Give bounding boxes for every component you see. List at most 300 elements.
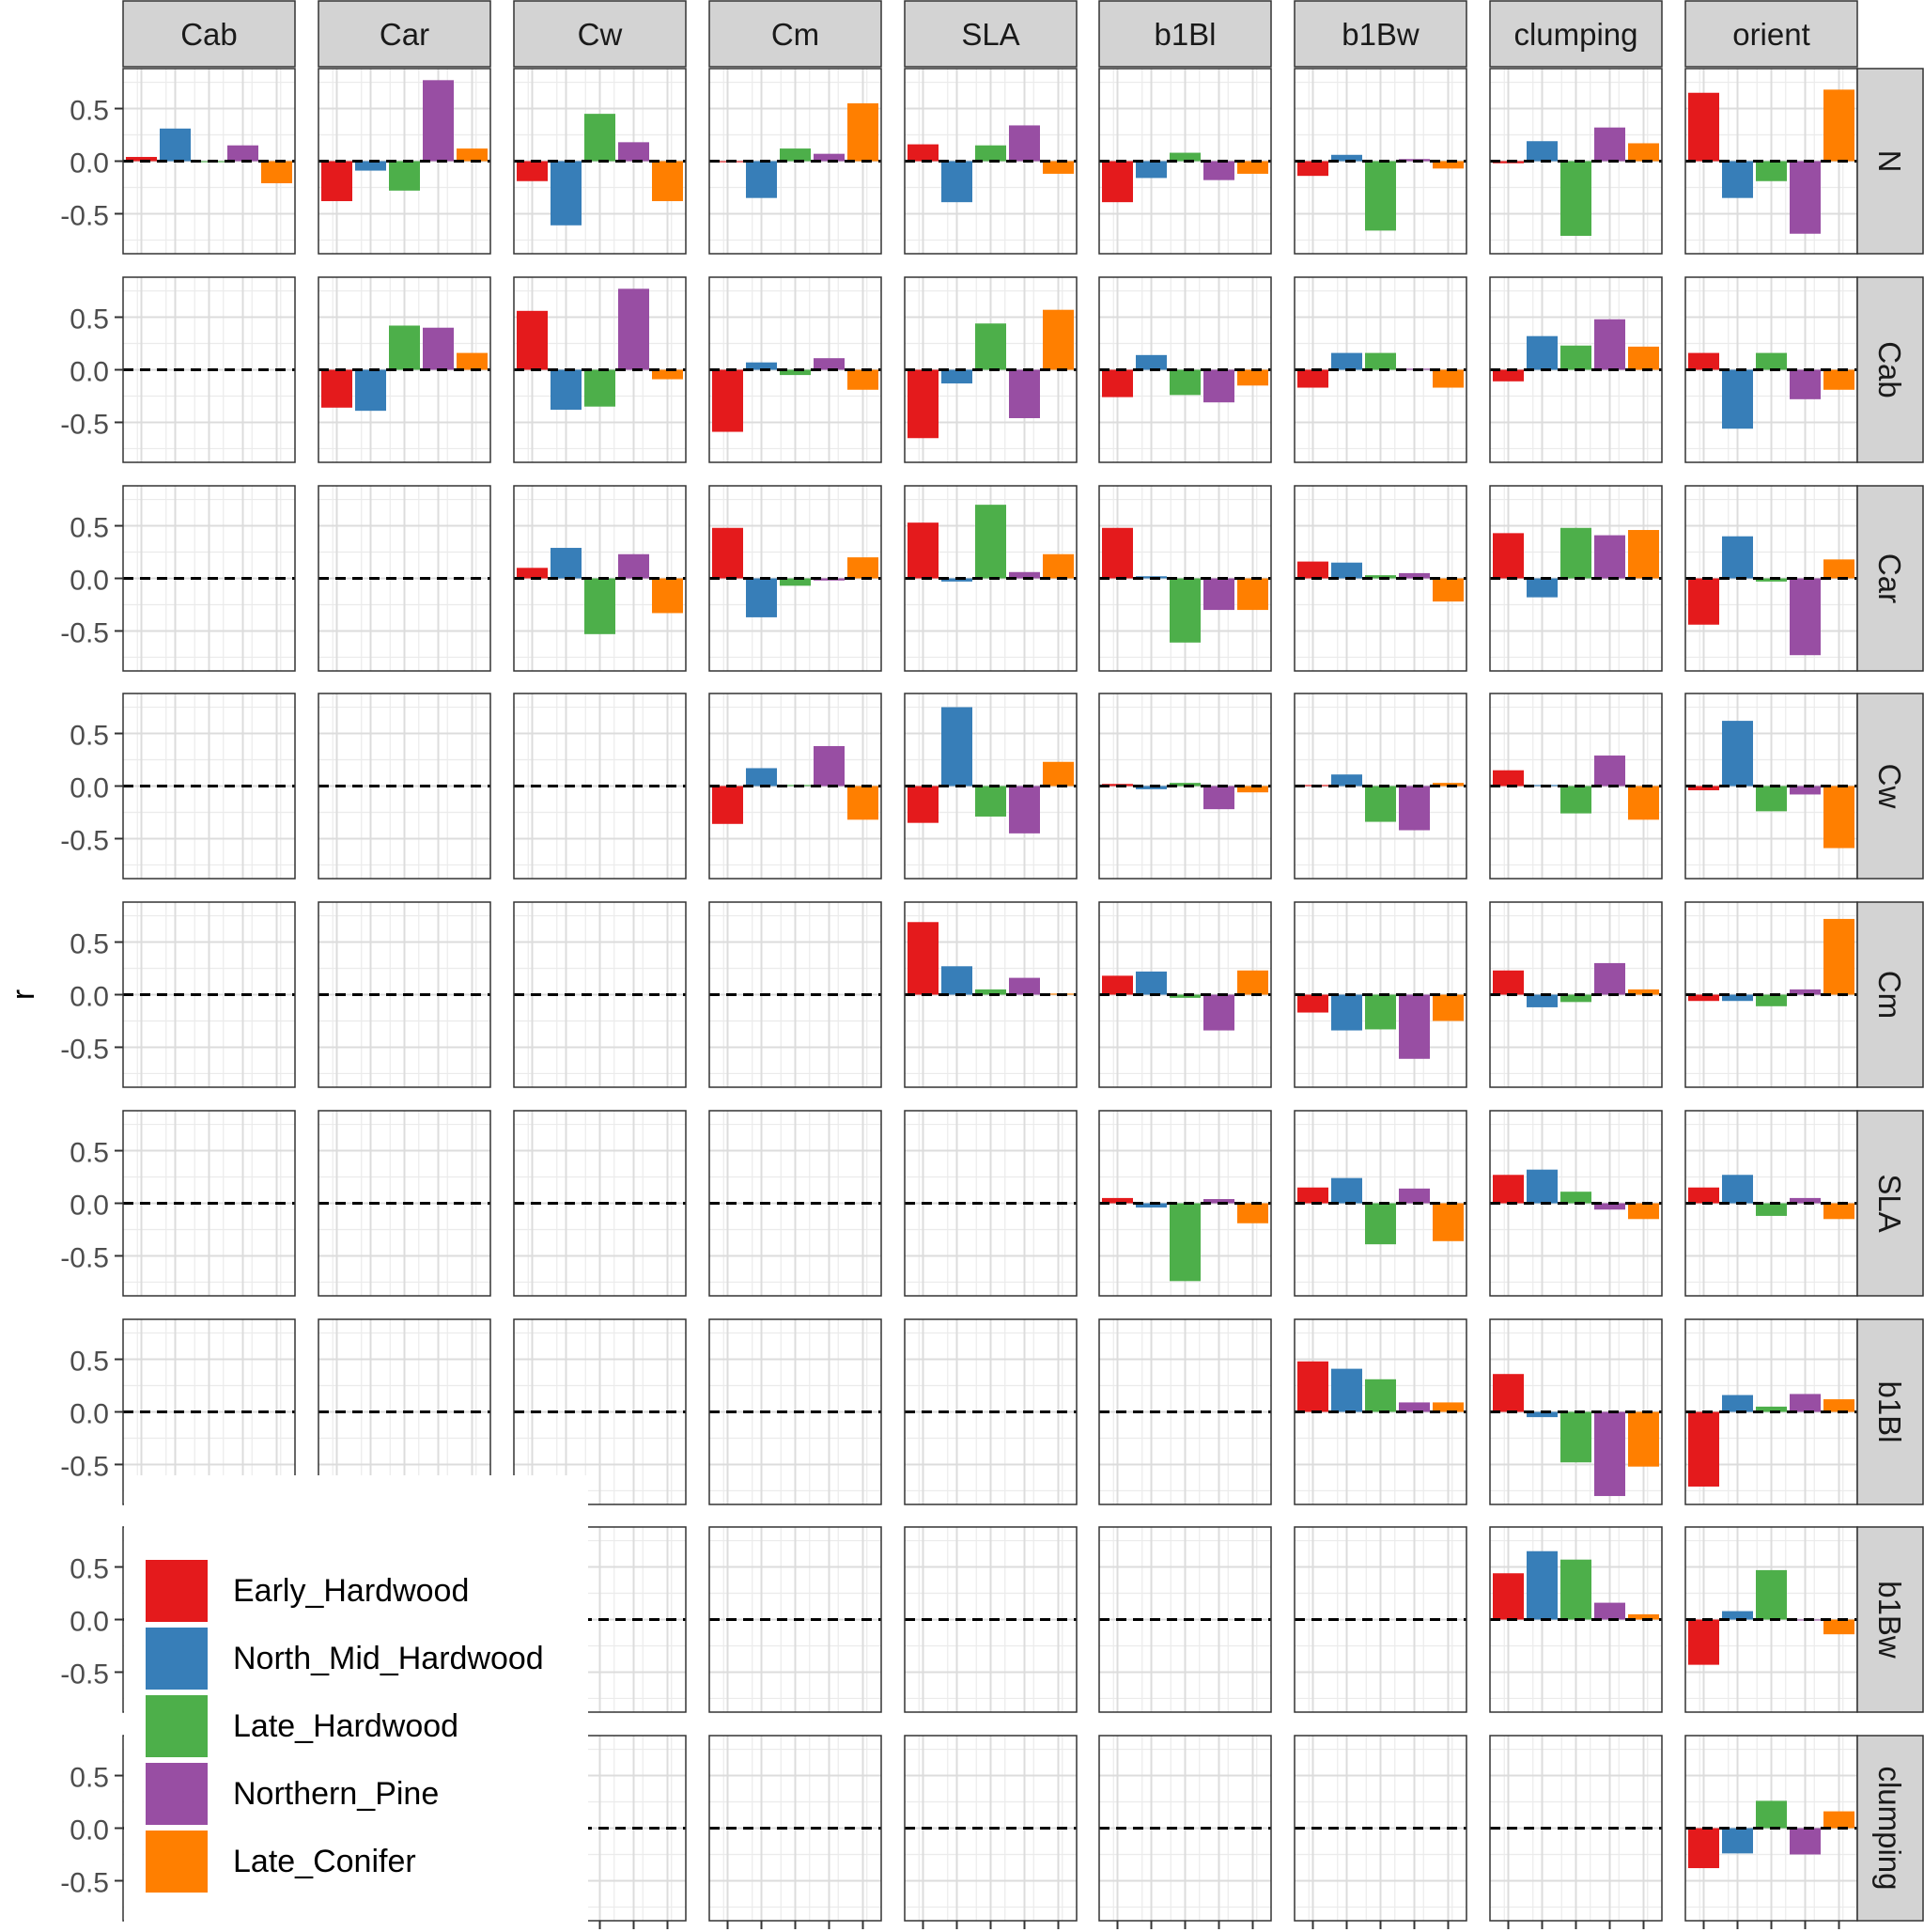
bar-Northern_Pine [423,328,454,370]
bar-North_Mid_Hardwood [1331,563,1362,579]
bar-North_Mid_Hardwood [551,162,582,226]
panel-SLA-Cm [709,1111,881,1296]
bar-Early_Hardwood [1688,1188,1719,1204]
y-tick-label: 0.0 [70,981,109,1013]
bar-Early_Hardwood [1493,1175,1524,1203]
panel-Cm-Car [318,902,490,1087]
bar-Northern_Pine [1203,162,1234,180]
bar-North_Mid_Hardwood [941,370,972,384]
col-strip-label: Cm [770,17,820,52]
y-tick-label: 0.0 [70,148,109,179]
panel-SLA-SLA [905,1111,1077,1296]
y-tick-label: 0.5 [70,928,109,960]
y-tick-label: 0.5 [70,95,109,127]
panel-Cw-Cab [123,693,295,879]
bar-Late_Hardwood [1756,1800,1787,1828]
legend-label: Northern_Pine [233,1776,440,1812]
bar-Early_Hardwood [1688,1620,1719,1665]
panel-Cm-b1Bl [1099,902,1271,1087]
panel-clumping-SLA [905,1736,1077,1921]
bar-North_Mid_Hardwood [355,162,386,171]
panel-Car-Cab [123,486,295,671]
bar-Late_Conifer [847,370,878,390]
bar-Late_Conifer [1628,347,1659,370]
bar-Early_Hardwood [1102,528,1133,579]
panel-Car-Car [318,486,490,671]
bar-Early_Hardwood [1688,353,1719,370]
panel-N-Cm [709,69,881,254]
panel-Car-Cm [709,486,881,671]
y-axis-title: r [6,989,41,1001]
bar-Northern_Pine [1009,370,1040,418]
panel-Cab-Cm [709,277,881,462]
bar-Late_Conifer [1237,1204,1268,1223]
bar-Northern_Pine [1009,978,1040,995]
panel-Cab-Cw [514,277,686,462]
bar-Late_Hardwood [975,323,1006,369]
panel-Cm-b1Bw [1295,902,1466,1087]
bar-Early_Hardwood [1688,93,1719,162]
bar-Northern_Pine [1594,1603,1625,1620]
bar-Northern_Pine [227,146,258,162]
panel-Car-clumping [1490,486,1662,671]
row-strip-label: Cw [1872,763,1907,809]
y-tick-label: 0.5 [70,720,109,752]
bar-Early_Hardwood [1297,1188,1328,1204]
bar-Late_Conifer [1628,143,1659,161]
legend-key-Northern_Pine [146,1763,208,1825]
col-strip-label: Cw [577,17,623,52]
bar-North_Mid_Hardwood [1722,162,1753,198]
col-strip-label: SLA [961,17,1020,52]
bar-Late_Conifer [1823,1620,1854,1635]
bar-Late_Conifer [1237,162,1268,174]
panel-SLA-b1Bl [1099,1111,1271,1296]
bar-Northern_Pine [1203,579,1234,611]
bar-North_Mid_Hardwood [1136,162,1167,179]
bar-Northern_Pine [618,142,649,161]
panel-Cm-SLA [905,902,1077,1087]
panel-Cab-Cab [123,277,295,462]
bar-Early_Hardwood [1493,370,1524,382]
bar-Early_Hardwood [1688,579,1719,625]
bar-Northern_Pine [1594,963,1625,995]
bar-Northern_Pine [814,358,845,369]
bar-Late_Conifer [1628,1204,1659,1220]
row-strip-label: clumping [1872,1766,1907,1891]
panel-Car-Cw [514,486,686,671]
panel-Cw-SLA [905,693,1077,879]
bar-Late_Conifer [457,148,488,161]
bar-North_Mid_Hardwood [1331,1369,1362,1412]
bar-Late_Conifer [1823,787,1854,849]
panel-Cm-orient [1685,902,1857,1087]
bar-Late_Conifer [1433,995,1464,1021]
bar-North_Mid_Hardwood [746,768,777,786]
bar-Late_Hardwood [1560,528,1591,579]
bar-Early_Hardwood [1102,370,1133,397]
bar-North_Mid_Hardwood [941,708,972,787]
col-strip-label: b1Bw [1342,17,1420,52]
panel-Cab-SLA [905,277,1077,462]
bar-Late_Hardwood [1365,787,1396,822]
bar-Northern_Pine [1399,787,1430,831]
bar-Early_Hardwood [1688,1829,1719,1869]
bar-Early_Hardwood [321,370,352,408]
bar-North_Mid_Hardwood [1722,721,1753,786]
bar-Late_Conifer [1043,162,1074,174]
bar-Northern_Pine [1790,370,1821,399]
bar-Late_Conifer [1237,579,1268,611]
bar-North_Mid_Hardwood [1527,1170,1558,1204]
bar-Early_Hardwood [1297,1362,1328,1412]
bar-Northern_Pine [1594,1412,1625,1497]
bar-Late_Hardwood [1560,346,1591,370]
bar-Late_Conifer [1433,1402,1464,1411]
bar-Late_Hardwood [1560,787,1591,814]
bar-Late_Conifer [847,557,878,578]
row-strip-label: Cab [1872,341,1907,398]
y-tick-label: 0.0 [70,1815,109,1846]
row-strip-label: SLA [1872,1174,1907,1233]
bar-Late_Hardwood [975,787,1006,817]
bar-Early_Hardwood [1493,533,1524,578]
bar-North_Mid_Hardwood [551,548,582,578]
bar-Late_Hardwood [975,505,1006,578]
bar-Early_Hardwood [1297,370,1328,388]
panel-Cw-b1Bl [1099,693,1271,879]
bar-Late_Conifer [1043,762,1074,787]
y-tick-label: 0.0 [70,565,109,597]
bar-Late_Hardwood [389,162,420,191]
panel-Cw-Car [318,693,490,879]
bar-Late_Hardwood [1365,353,1396,370]
row-strip-label: b1Bl [1872,1380,1907,1443]
panel-Car-orient [1685,486,1857,671]
bar-North_Mid_Hardwood [1527,1551,1558,1620]
bar-Late_Hardwood [1756,162,1787,181]
y-tick-label: -0.5 [60,1867,109,1899]
bar-Early_Hardwood [1688,1412,1719,1487]
bar-North_Mid_Hardwood [1136,972,1167,995]
bar-Northern_Pine [1399,1189,1430,1204]
bar-Late_Hardwood [1170,1204,1201,1282]
panel-N-b1Bl [1099,69,1271,254]
bar-Late_Conifer [1043,554,1074,579]
row-strip-label: b1Bw [1872,1581,1907,1659]
panel-Cm-Cab [123,902,295,1087]
panel-Car-SLA [905,486,1077,671]
bar-Northern_Pine [1790,1394,1821,1411]
bar-Late_Conifer [1237,971,1268,995]
legend-label: Late_Conifer [233,1844,416,1879]
bar-Northern_Pine [814,746,845,787]
panel-Cab-clumping [1490,277,1662,462]
bar-Late_Hardwood [1756,787,1787,812]
panel-Cm-clumping [1490,902,1662,1087]
bar-Early_Hardwood [908,522,939,578]
panel-SLA-Cw [514,1111,686,1296]
y-tick-label: 0.0 [70,1398,109,1430]
legend-label: Late_Hardwood [233,1708,459,1744]
bar-Early_Hardwood [1102,975,1133,994]
bar-Northern_Pine [1203,787,1234,810]
bar-Late_Conifer [652,579,683,614]
y-tick-label: 0.5 [70,1762,109,1794]
bar-Early_Hardwood [712,370,743,432]
bar-Late_Hardwood [1560,1412,1591,1463]
bar-Northern_Pine [1594,319,1625,370]
bar-North_Mid_Hardwood [1527,995,1558,1007]
y-tick-label: -0.5 [60,1451,109,1483]
bar-Early_Hardwood [1297,162,1328,177]
y-tick-label: -0.5 [60,409,109,441]
bar-Northern_Pine [1790,579,1821,656]
bar-Late_Hardwood [1365,1379,1396,1412]
panel-b1Bw-clumping [1490,1527,1662,1712]
y-tick-label: -0.5 [60,1242,109,1274]
bar-Late_Conifer [847,103,878,162]
bar-North_Mid_Hardwood [1527,141,1558,161]
bar-Early_Hardwood [321,162,352,202]
panel-SLA-clumping [1490,1111,1662,1296]
y-tick-label: 0.0 [70,772,109,804]
panel-b1Bl-SLA [905,1319,1077,1504]
bar-Northern_Pine [1009,125,1040,161]
panel-SLA-Cab [123,1111,295,1296]
col-strip-label: Car [379,17,430,52]
bar-Early_Hardwood [1102,162,1133,203]
bar-North_Mid_Hardwood [746,579,777,617]
row-strip-label: N [1872,149,1907,173]
bar-Late_Conifer [1823,1812,1854,1829]
bar-North_Mid_Hardwood [1722,1829,1753,1854]
bar-Late_Conifer [1823,370,1854,390]
legend-label: North_Mid_Hardwood [233,1641,544,1676]
bar-Late_Conifer [261,162,292,184]
bar-North_Mid_Hardwood [1722,537,1753,579]
panel-Cm-Cm [709,902,881,1087]
bar-North_Mid_Hardwood [941,162,972,203]
panel-b1Bl-orient [1685,1319,1857,1504]
col-strip-label: clumping [1513,17,1638,52]
bar-North_Mid_Hardwood [355,370,386,412]
bar-Late_Conifer [1628,787,1659,820]
bar-Late_Conifer [1433,370,1464,388]
y-tick-label: 0.0 [70,356,109,388]
panel-Cw-orient [1685,693,1857,879]
panel-Cab-b1Bl [1099,277,1271,462]
bar-Late_Conifer [1628,1412,1659,1467]
bar-Northern_Pine [1203,995,1234,1031]
bar-Late_Hardwood [1756,1204,1787,1216]
legend-label: Early_Hardwood [233,1573,470,1609]
bar-Northern_Pine [1009,787,1040,834]
bar-North_Mid_Hardwood [1331,995,1362,1031]
bar-Early_Hardwood [908,370,939,439]
bar-Late_Conifer [1823,1399,1854,1411]
legend-key-Late_Hardwood [146,1695,208,1757]
bar-Late_Hardwood [1560,1192,1591,1203]
y-tick-label: -0.5 [60,1659,109,1690]
col-strip-label: Cab [180,17,238,52]
bar-Late_Hardwood [1756,1570,1787,1620]
panel-Car-b1Bl [1099,486,1271,671]
panel-clumping-orient [1685,1736,1857,1921]
panel-N-Cw [514,69,686,254]
bar-Late_Hardwood [780,148,811,161]
bar-Late_Hardwood [584,114,615,161]
legend-key-Early_Hardwood [146,1560,208,1622]
bar-North_Mid_Hardwood [1331,1178,1362,1204]
bar-Northern_Pine [618,554,649,579]
legend [124,1475,588,1930]
bar-Early_Hardwood [517,162,548,181]
panel-b1Bl-Cm [709,1319,881,1504]
bar-Early_Hardwood [1493,771,1524,787]
bar-Late_Conifer [1823,89,1854,161]
bar-Northern_Pine [1203,370,1234,403]
bar-Late_Conifer [847,787,878,820]
panel-Cw-Cw [514,693,686,879]
bar-Late_Conifer [1823,919,1854,995]
y-tick-label: -0.5 [60,617,109,649]
col-strip-label: b1Bl [1154,17,1217,52]
bar-Early_Hardwood [712,528,743,579]
bar-North_Mid_Hardwood [1331,353,1362,370]
bar-Northern_Pine [1790,162,1821,234]
bar-Northern_Pine [423,80,454,161]
panel-Cw-clumping [1490,693,1662,879]
panel-Cab-orient [1685,277,1857,462]
panel-N-Car [318,69,490,254]
y-tick-label: 0.0 [70,1190,109,1222]
bar-Late_Conifer [1823,559,1854,578]
bar-North_Mid_Hardwood [1722,1395,1753,1412]
bar-Late_Conifer [652,162,683,202]
bar-North_Mid_Hardwood [941,966,972,994]
bar-Early_Hardwood [712,787,743,824]
panel-b1Bw-Cm [709,1527,881,1712]
bar-Northern_Pine [1594,536,1625,579]
panel-clumping-clumping [1490,1736,1662,1921]
bar-Late_Conifer [1628,530,1659,578]
panel-b1Bw-orient [1685,1527,1857,1712]
bar-North_Mid_Hardwood [160,129,191,162]
bar-Late_Hardwood [1365,995,1396,1030]
bar-Late_Conifer [652,370,683,380]
bar-Late_Conifer [1433,1204,1464,1241]
panel-Car-b1Bw [1295,486,1466,671]
bar-Early_Hardwood [908,922,939,994]
bar-Early_Hardwood [908,145,939,162]
legend-key-Late_Conifer [146,1831,208,1893]
bar-Early_Hardwood [1493,1374,1524,1411]
panel-Cw-b1Bw [1295,693,1466,879]
panel-Cab-b1Bw [1295,277,1466,462]
panel-Cw-Cm [709,693,881,879]
legend-key-North_Mid_Hardwood [146,1628,208,1690]
bar-North_Mid_Hardwood [551,370,582,411]
bar-Early_Hardwood [517,568,548,578]
bar-Late_Hardwood [1756,995,1787,1006]
y-tick-label: -0.5 [60,1034,109,1066]
bar-Late_Hardwood [1560,1560,1591,1620]
bar-Late_Conifer [1043,310,1074,370]
bar-North_Mid_Hardwood [1527,579,1558,598]
bar-Late_Hardwood [1560,162,1591,236]
bar-Late_Hardwood [584,579,615,634]
row-strip-label: Car [1872,553,1907,604]
panel-N-Cab [123,69,295,254]
panel-b1Bl-clumping [1490,1319,1662,1504]
bar-Late_Conifer [1823,1204,1854,1220]
bar-North_Mid_Hardwood [1136,355,1167,370]
bar-North_Mid_Hardwood [1527,336,1558,370]
panel-Cab-Car [318,277,490,462]
bar-North_Mid_Hardwood [1331,774,1362,786]
panel-clumping-b1Bw [1295,1736,1466,1921]
bar-Late_Conifer [1433,579,1464,602]
bar-Early_Hardwood [1297,995,1328,1013]
bar-North_Mid_Hardwood [1722,370,1753,429]
bar-Late_Hardwood [1365,1204,1396,1245]
panel-b1Bw-SLA [905,1527,1077,1712]
row-strip-label: Cm [1872,970,1907,1020]
panel-b1Bl-b1Bl [1099,1319,1271,1504]
bar-North_Mid_Hardwood [1722,1175,1753,1203]
bar-Late_Conifer [457,353,488,370]
y-tick-label: -0.5 [60,825,109,857]
bar-Late_Hardwood [584,370,615,407]
bar-Late_Hardwood [1365,162,1396,231]
panel-clumping-Cm [709,1736,881,1921]
panel-Cm-Cw [514,902,686,1087]
bar-Early_Hardwood [517,311,548,370]
y-tick-label: 0.5 [70,1346,109,1378]
panel-b1Bw-b1Bw [1295,1527,1466,1712]
panel-SLA-b1Bw [1295,1111,1466,1296]
y-tick-label: 0.5 [70,1137,109,1169]
panel-N-clumping [1490,69,1662,254]
bar-Northern_Pine [1790,1829,1821,1855]
bar-Late_Conifer [1237,370,1268,386]
bar-Late_Hardwood [389,325,420,369]
bar-North_Mid_Hardwood [746,162,777,198]
col-strip-label: orient [1732,17,1810,52]
panel-b1Bw-b1Bl [1099,1527,1271,1712]
y-tick-label: 0.5 [70,1553,109,1585]
panel-clumping-b1Bl [1099,1736,1271,1921]
panel-N-orient [1685,69,1857,254]
bar-Northern_Pine [1594,756,1625,786]
bar-Northern_Pine [1399,995,1430,1059]
y-tick-label: 0.0 [70,1606,109,1638]
bar-Early_Hardwood [908,787,939,823]
bar-Late_Hardwood [1756,353,1787,370]
panel-N-b1Bw [1295,69,1466,254]
y-tick-label: -0.5 [60,200,109,232]
y-tick-label: 0.5 [70,512,109,544]
panel-SLA-Car [318,1111,490,1296]
bar-Early_Hardwood [1493,1573,1524,1619]
panel-SLA-orient [1685,1111,1857,1296]
panel-b1Bl-b1Bw [1295,1319,1466,1504]
y-tick-label: 0.5 [70,304,109,335]
panel-N-SLA [905,69,1077,254]
bar-Early_Hardwood [1493,971,1524,995]
bar-Northern_Pine [1594,128,1625,162]
